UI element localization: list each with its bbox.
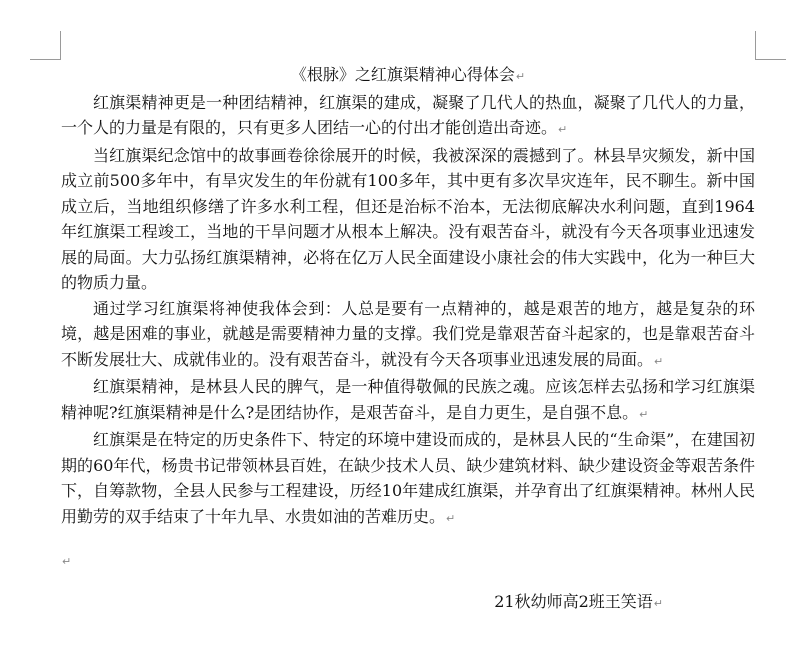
paragraph-1: 红旗渠精神更是一种团结精神，红旗渠的建成，凝聚了几代人的热血，凝聚了几代人的力量，一个人的力量是有限的，只有更多人团结一心的付出才能创造出奇迹。↵ — [61, 92, 755, 137]
paragraph-4: 红旗渠精神，是林县人民的脾气，是一种值得敬佩的民族之魂。应该怎样去弘扬和学习红旗渠精神呢?红旗渠精神是什么?是团结协作，是艰苦奋斗，是自力更生，是自强不息。↵ — [61, 377, 755, 422]
paragraph-3: 通过学习红旗渠将神使我体会到：人总是要有一点精神的，越是艰苦的地方，越是复杂的环境，越是困难的事业，就越是需要精神力量的支撑。我们党是靠艰苦奋斗起家的，也是靠艰苦奋斗不断发展壮大、成就伟业的。没有艰苦奋斗，就没有今天各项事业迅速发展的局面。↵ — [61, 298, 755, 369]
paragraph-2: 当红旗渠纪念馆中的故事画卷徐徐展开的时候，我被深深的震撼到了。林县旱灾频发，新中国成立前500多年中，有旱灾发生的年份就有100多年，其中更有多次旱灾连年，民不聊生。新中国成立后，当地组织修缮了许多水利工程，但还是治标不治本，无法彻底解决水利问题，直到1964年红旗渠工程竣工，当地的干旱问题才从根本上解决。没有艰苦奋斗，就没有今天各项事业迅速发展的局面。大力弘扬红旗渠精神，必将在亿万人民全面建设小康社会的伟大实践中，化为一种巨大的物质力量。 — [61, 145, 755, 292]
document-title: 《根脉》之红旗渠精神心得体会↵ — [290, 65, 526, 84]
document-body[interactable] — [61, 62, 755, 616]
paragraph-mark: ↵ — [639, 407, 649, 421]
paragraph-mark: ↵ — [558, 123, 568, 136]
top-left-margin-corner-marker — [30, 31, 61, 60]
top-right-margin-corner-marker — [755, 31, 786, 60]
paragraph-5: 红旗渠是在特定的历史条件下、特定的环境中建设而成的，是林县人民的“生命渠”，在建国初期的60年代，杨贵书记带领林县百姓，在缺少技术人员、缺少建筑材料、缺少建设资金等艰苦条件下，自筹款物，全县人民参与工程建设，历经10年建成红旗渠，并孕育出了红旗渠精神。林州人民用勤劳的双手结束了十年九旱、水贵如油的苦难历史。↵ — [61, 430, 755, 526]
paragraph-mark: ↵ — [515, 70, 526, 83]
paragraph-mark: ↵ — [446, 511, 456, 525]
empty-paragraph — [61, 547, 755, 573]
signature-line: 21秋幼师高2班王笑语↵ — [494, 591, 663, 611]
paragraph-mark: ↵ — [62, 555, 72, 568]
paragraph-mark: ↵ — [654, 354, 664, 368]
paragraph-mark: ↵ — [653, 596, 663, 610]
